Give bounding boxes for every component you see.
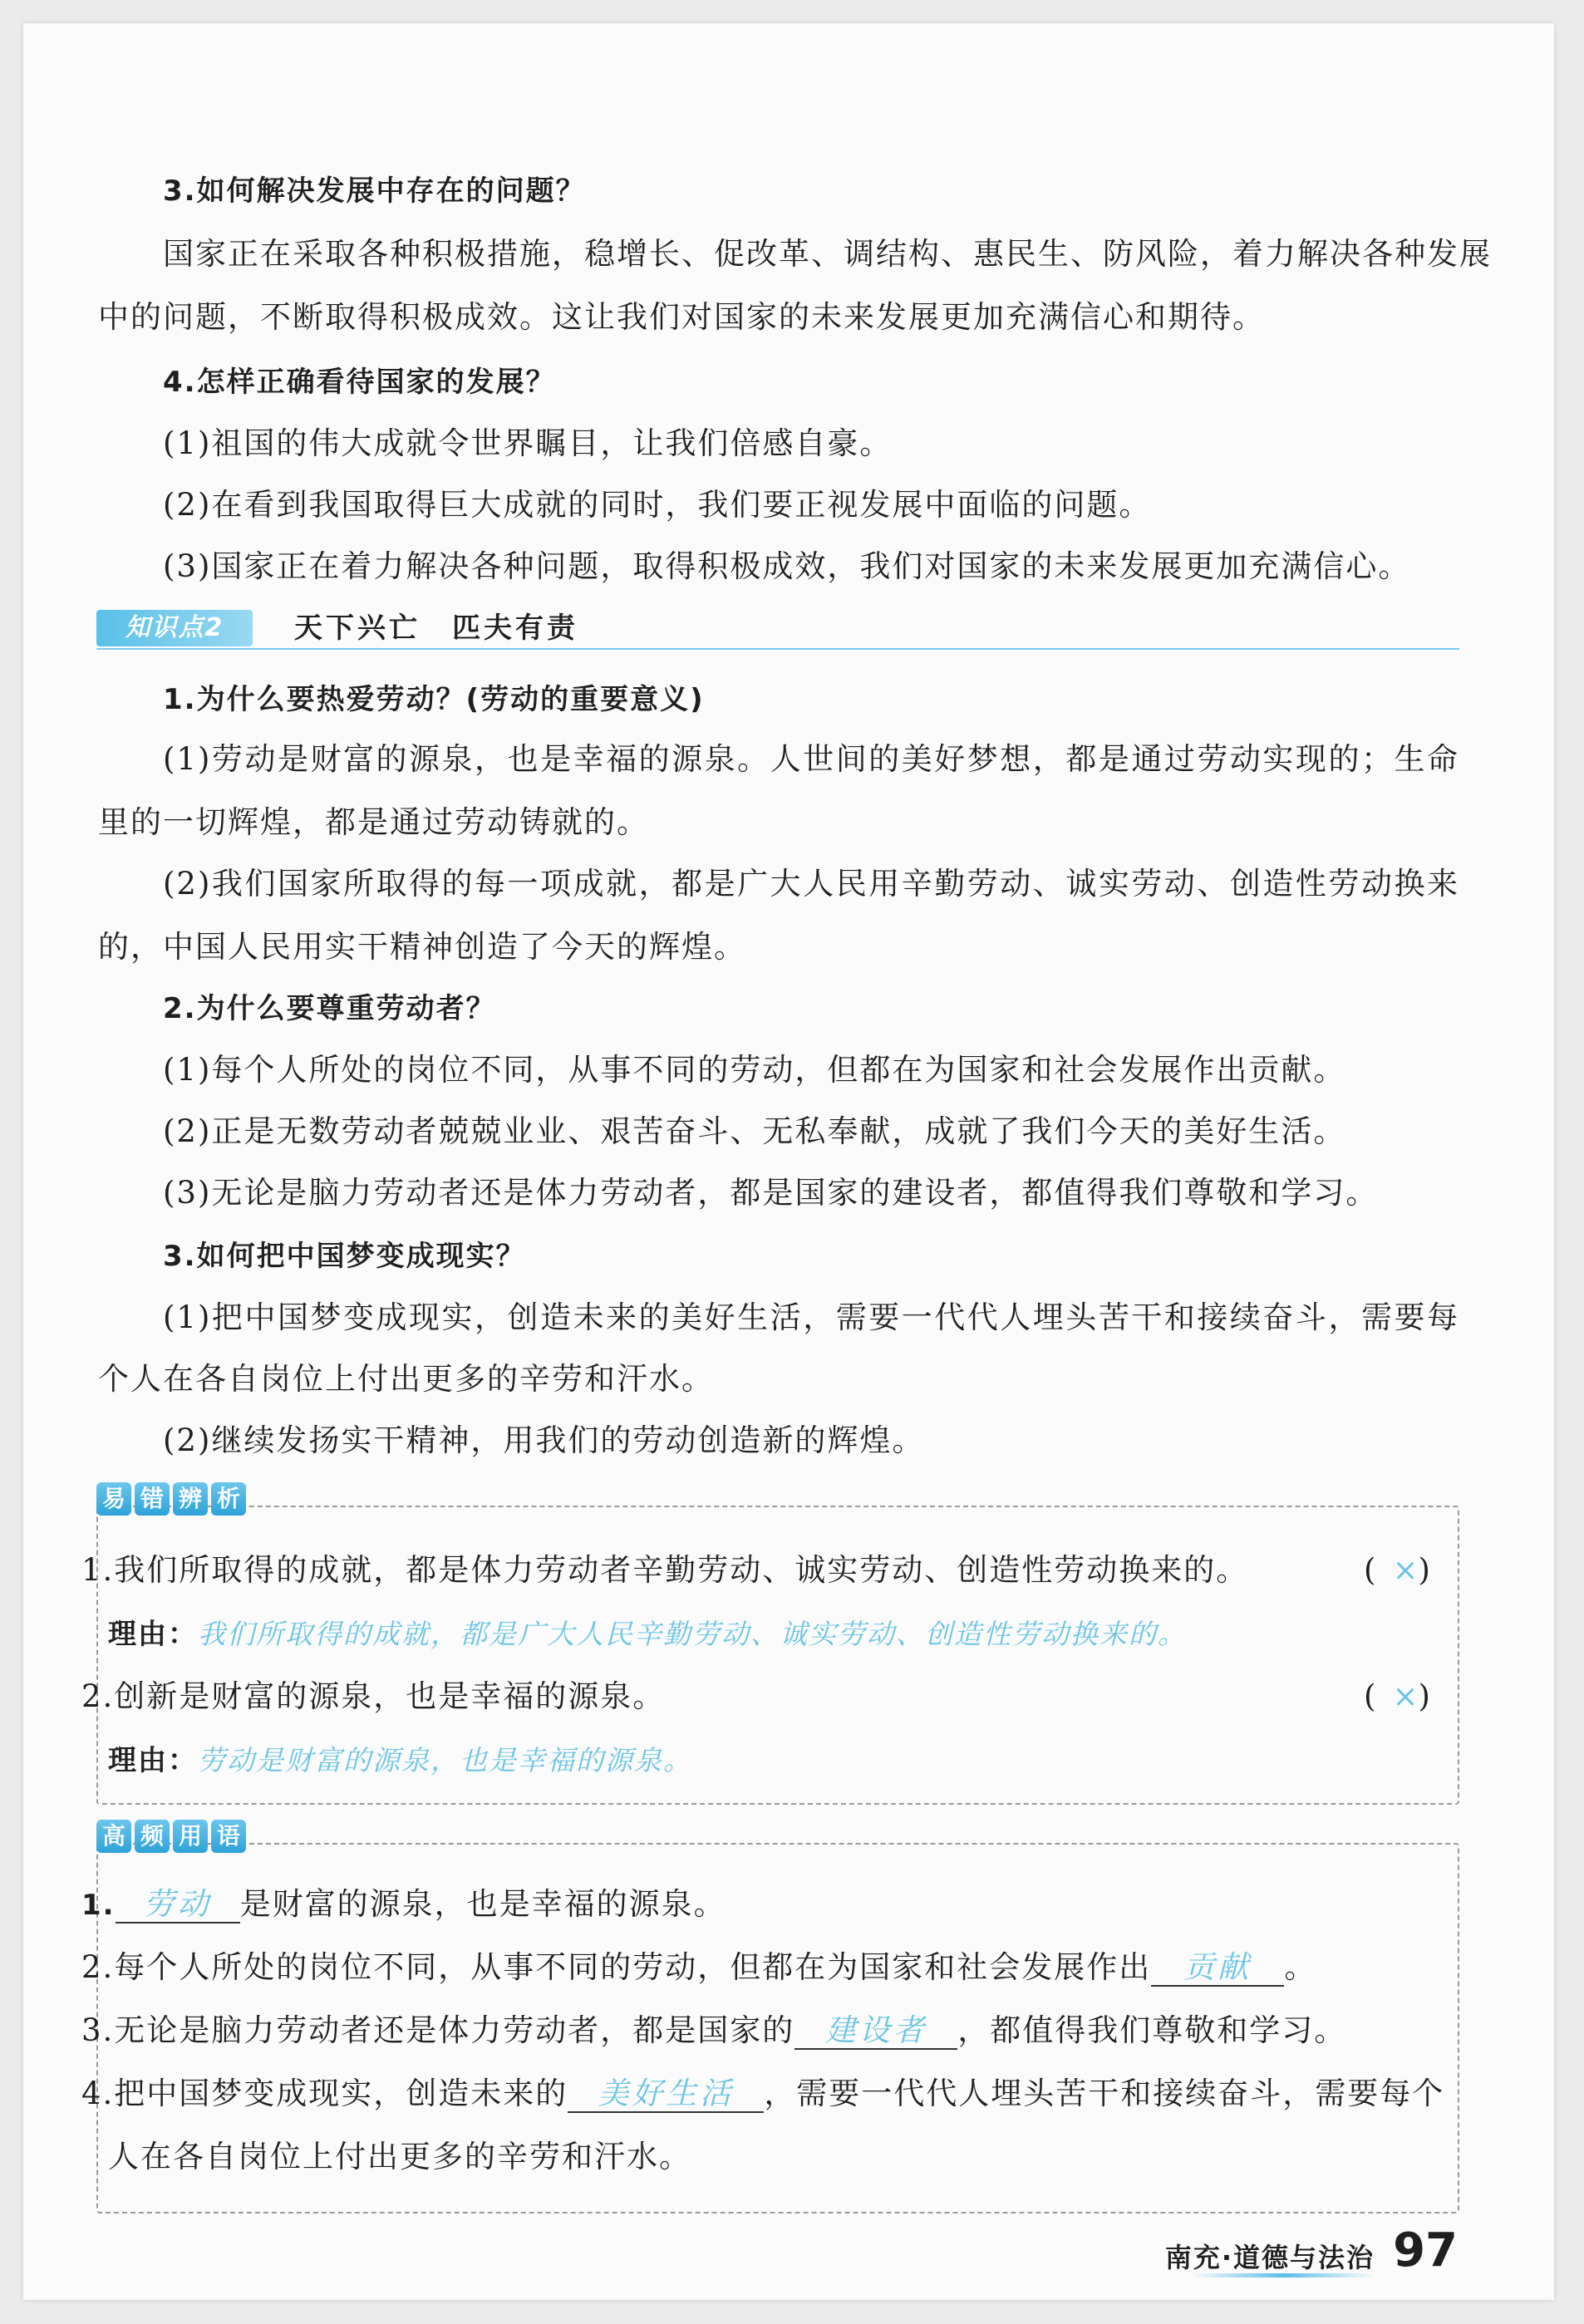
divider	[96, 648, 1459, 650]
reason-answer: 劳动是财富的源泉，也是幸福的源泉。	[198, 1744, 692, 1776]
blank-answer: 劳动	[116, 1887, 240, 1924]
question-heading: 1.为什么要热爱劳动？(劳动的重要意义)	[163, 683, 705, 716]
item-text: 4.把中国梦变成现实，创造未来的	[81, 2076, 568, 2111]
phrases-tag	[96, 1820, 246, 1853]
answer-line: (2)在看到我国取得巨大成就的同时，我们要正视发展中面临的问题。	[163, 487, 1152, 523]
item-text: ，需要一代代人埋头苦干和接续奋斗，需要每个	[764, 2076, 1445, 2111]
tag-char: 用	[173, 1820, 208, 1853]
blank-answer: 建设者	[794, 2013, 957, 2050]
paragraph-line: 国家正在采取各种积极措施，稳增长、促改革、调结构、惠民生、防风险，着力解决各种发展	[163, 236, 1492, 272]
answer-line: 个人在各自岗位上付出更多的辛劳和汗水。	[98, 1361, 714, 1397]
tag-char: 语	[211, 1820, 246, 1853]
answer-line: (1)每个人所处的岗位不同，从事不同的劳动，但都在为国家和社会发展作出贡献。	[163, 1052, 1346, 1088]
question-heading: 4.怎样正确看待国家的发展？	[163, 366, 556, 399]
item-text: 2.每个人所处的岗位不同，从事不同的劳动，但都在为国家和社会发展作出	[81, 1949, 1152, 1985]
page-footer	[1109, 2223, 1458, 2282]
fill-blank-item	[81, 1884, 1444, 1925]
fill-blank-item: 人在各自岗位上付出更多的辛劳和汗水。	[108, 2139, 691, 2174]
knowledge-point-badge: 知识点2	[96, 610, 253, 646]
paragraph-line: 中的问题，不断取得积极成效。这让我们对国家的未来发展更加充满信心和期待。	[98, 299, 1265, 335]
judgment-answer: (×)	[1364, 1678, 1447, 1714]
answer-line: 里的一切辉煌，都是通过劳动铸就的。	[98, 804, 649, 840]
judgment-answer: (×)	[1364, 1552, 1447, 1588]
answer-line: (2)继续发扬实干精神，用我们的劳动创造新的辉煌。	[163, 1422, 925, 1458]
question-heading: 3.如何解决发展中存在的问题？	[163, 174, 586, 208]
page-number: 97	[1393, 2223, 1458, 2277]
question-heading: 3.如何把中国梦变成现实？	[163, 1240, 526, 1273]
tag-char: 频	[135, 1820, 170, 1853]
answer-line: (2)我们国家所取得的每一项成就，都是广大人民用辛勤劳动、诚实劳动、创造性劳动换来	[163, 866, 1459, 902]
knowledge-point-title: 天下兴亡 匹夫有责	[294, 612, 578, 645]
reason-label: 理由：	[108, 1744, 198, 1777]
fill-blank-item	[81, 2074, 1444, 2114]
question-heading: 2.为什么要尊重劳动者？	[163, 992, 496, 1025]
footer-label: 南充·道德与法治	[1164, 2242, 1375, 2273]
wrong-mark-icon: ×	[1392, 1678, 1419, 1714]
footer-decoration	[1192, 2273, 1375, 2277]
answer-line: (3)国家正在着力解决各种问题，取得积极成效，我们对国家的未来发展更加充满信心。	[163, 548, 1411, 584]
fill-blank-item	[81, 2011, 1444, 2051]
page	[23, 23, 1554, 2300]
answer-line: (1)劳动是财富的源泉，也是幸福的源泉。人世间的美好梦想，都是通过劳动实现的；生命	[163, 741, 1459, 777]
blank-answer: 美好生活	[568, 2076, 764, 2113]
item-text: 。	[1284, 1949, 1317, 1985]
reason-line	[108, 1740, 1471, 1781]
item-text: 3.无论是脑力劳动者还是体力劳动者，都是国家的	[81, 2012, 795, 2048]
tag-char: 析	[211, 1482, 246, 1516]
item-text: ，都值得我们尊敬和学习。	[957, 2012, 1347, 2048]
tag-char: 错	[135, 1482, 170, 1516]
reason-answer: 我们所取得的成就，都是广大人民辛勤劳动、诚实劳动、创造性劳动换来的。	[198, 1618, 1187, 1650]
answer-line: 的，中国人民用实干精神创造了今天的辉煌。	[98, 929, 746, 965]
error-analysis-tag	[96, 1482, 246, 1516]
tag-char: 高	[96, 1820, 131, 1853]
answer-line: (1)把中国梦变成现实，创造未来的美好生活，需要一代代人埋头苦干和接续奋斗，需要每	[163, 1300, 1459, 1335]
fill-blank-item	[81, 1948, 1444, 1987]
item-text: 是财富的源泉，也是幸福的源泉。	[239, 1886, 726, 1922]
judgment-item: 2.创新是财富的源泉，也是幸福的源泉。	[81, 1678, 666, 1714]
knowledge-point-header	[96, 607, 1459, 650]
answer-line: (3)无论是脑力劳动者还是体力劳动者，都是国家的建设者，都值得我们尊敬和学习。	[163, 1175, 1379, 1211]
judgment-item: 1.我们所取得的成就，都是体力劳动者辛勤劳动、诚实劳动、创造性劳动换来的。	[81, 1552, 1249, 1588]
answer-line: (1)祖国的伟大成就令世界瞩目，让我们倍感自豪。	[163, 425, 893, 461]
blank-answer: 贡献	[1151, 1950, 1284, 1987]
answer-line: (2)正是无数劳动者兢兢业业、艰苦奋斗、无私奉献，成就了我们今天的美好生活。	[163, 1113, 1346, 1149]
wrong-mark-icon: ×	[1392, 1552, 1419, 1588]
reason-label: 理由：	[108, 1618, 198, 1651]
tag-char: 辨	[173, 1482, 208, 1516]
item-number: 1.	[81, 1889, 116, 1922]
reason-line	[108, 1614, 1471, 1654]
tag-char: 易	[96, 1482, 131, 1516]
